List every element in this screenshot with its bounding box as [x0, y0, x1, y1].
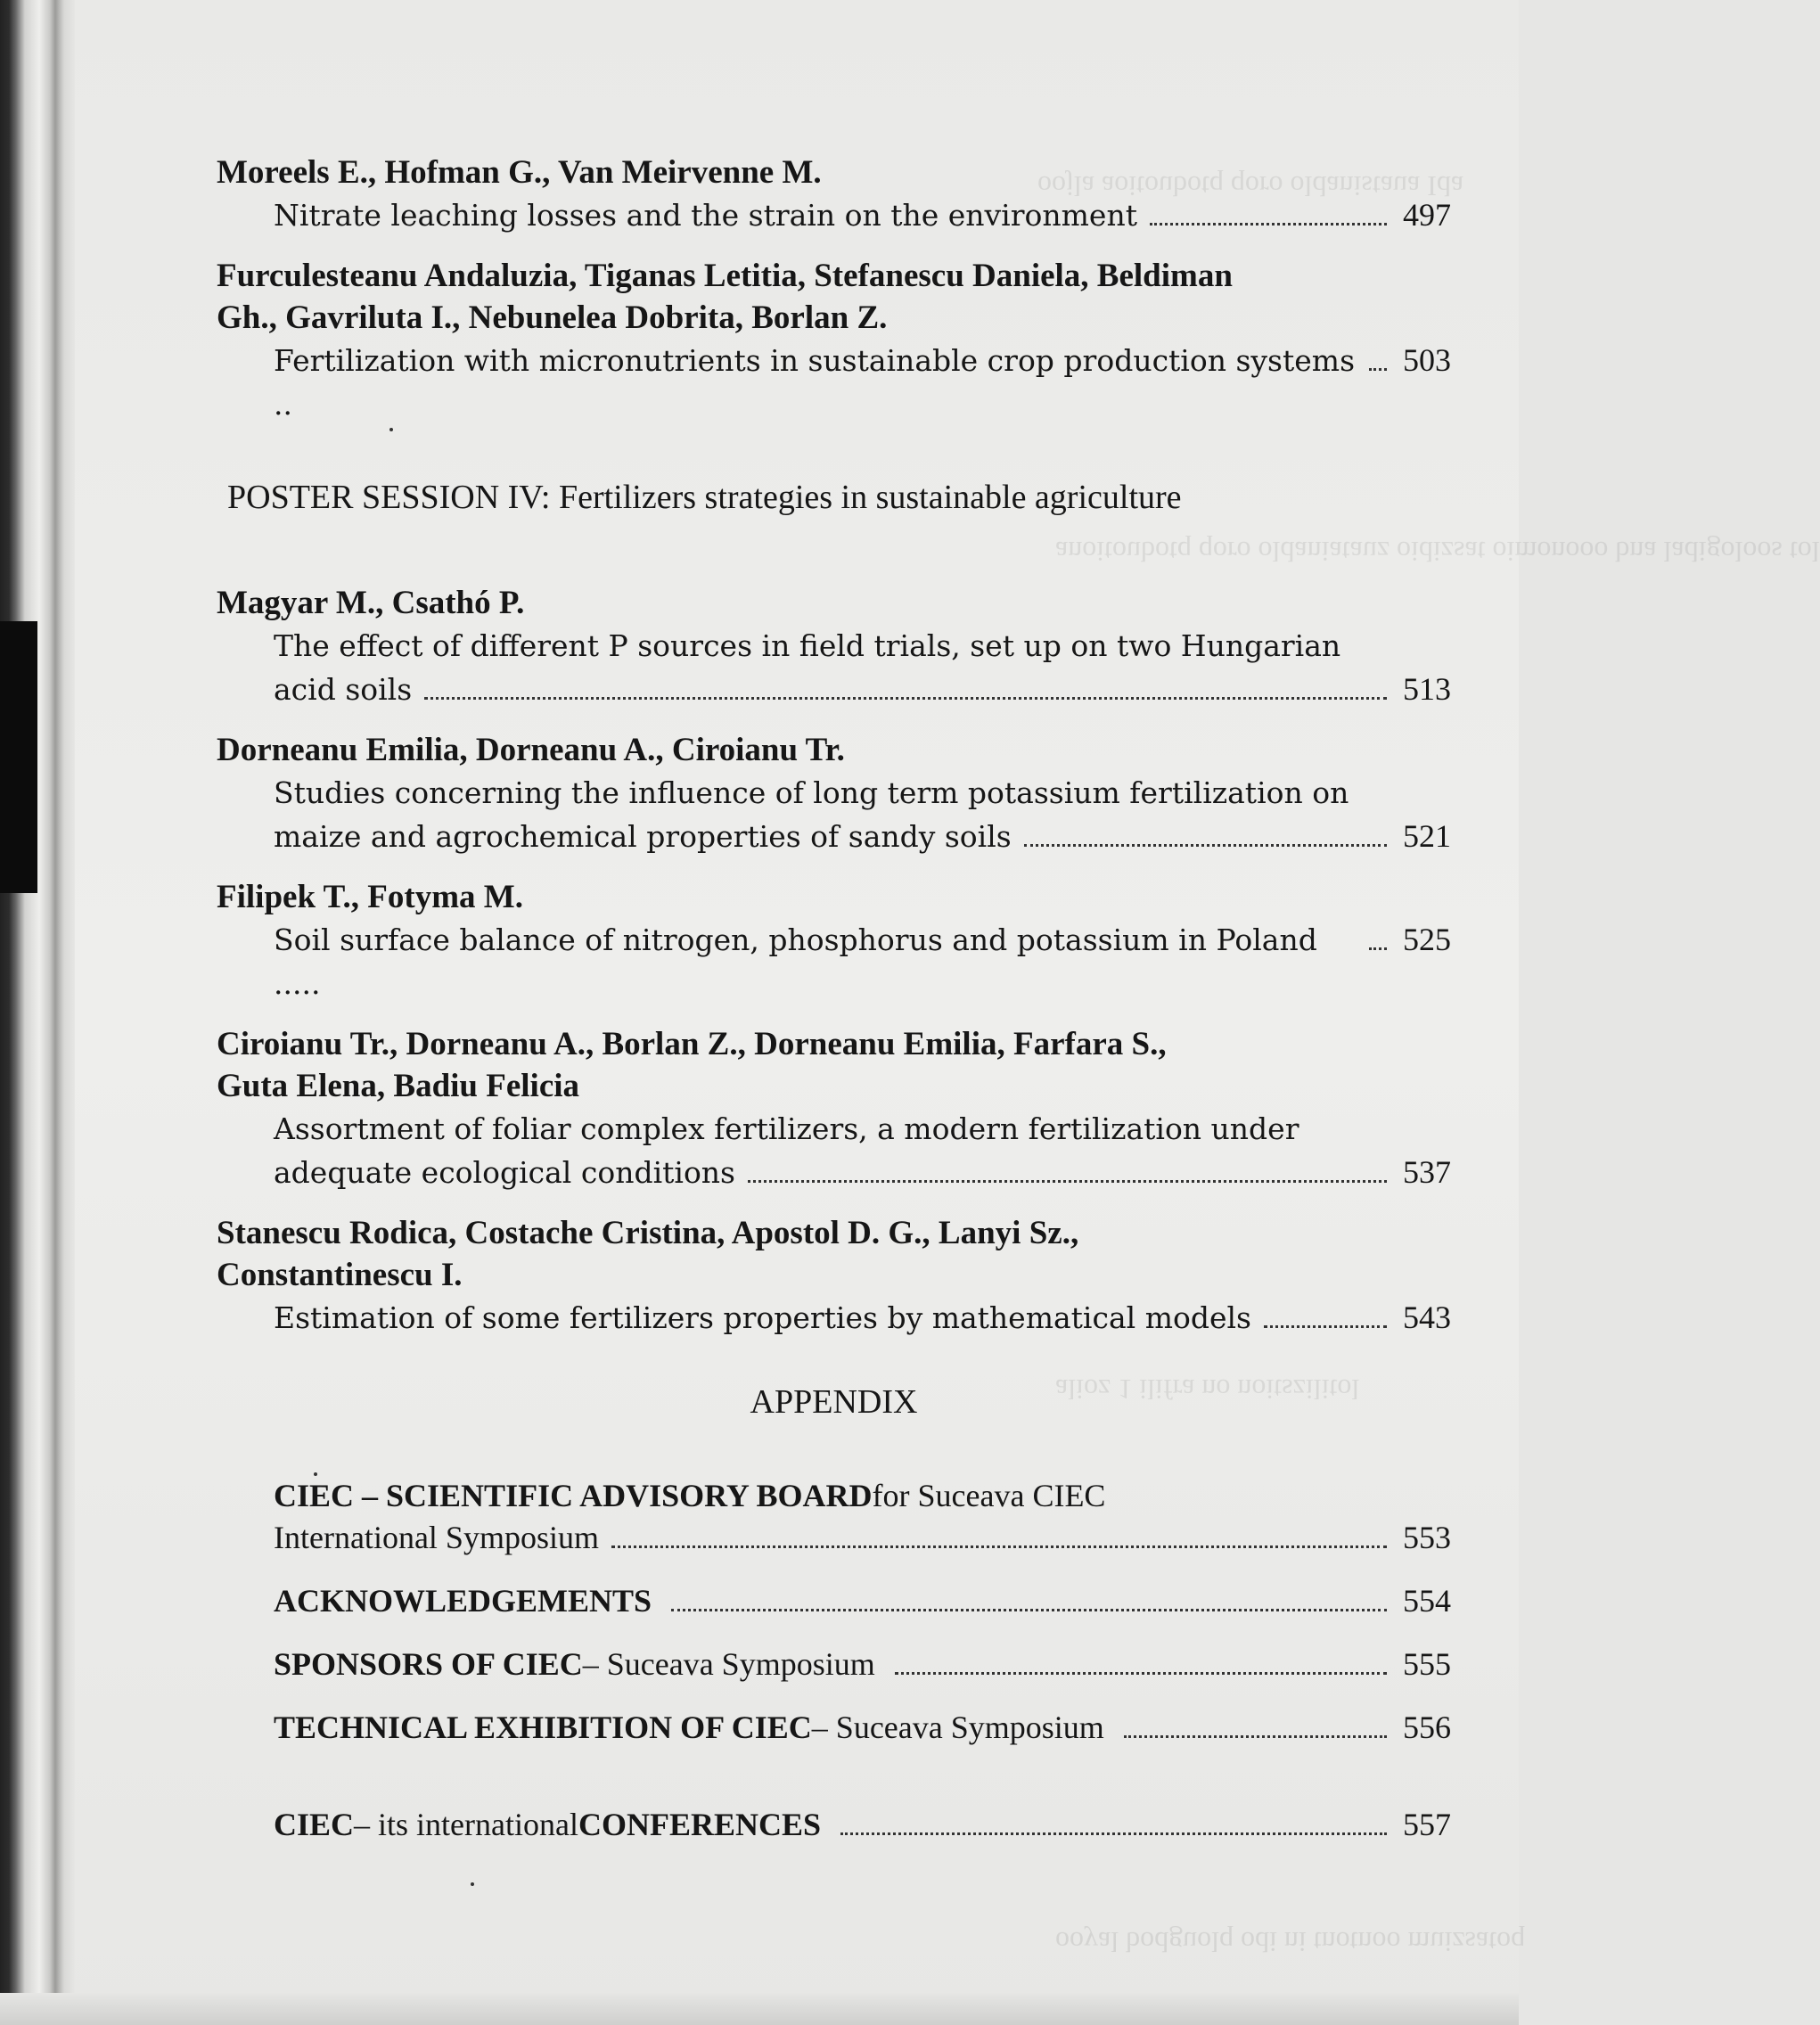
entry-title-line: [217, 339, 1451, 426]
entry-title: Studies concerning the influence of long term potassium fertilization on: [274, 775, 1349, 810]
dot-leader: [1124, 1735, 1387, 1738]
page-tab-marker: [0, 621, 37, 893]
appendix-item-normal: – Suceava Symposium: [582, 1646, 875, 1682]
dot-leader: [1264, 1325, 1387, 1328]
entry-authors: Constantinescu I.: [217, 1257, 463, 1293]
entry-authors: Furculesteanu Andaluzia, Tiganas Letitia, Stefanescu Daniela, Beldiman: [217, 258, 1233, 294]
appendix-item: [217, 1475, 1451, 1559]
section-heading: [227, 475, 1451, 520]
entry-title: Assortment of foliar complex fertilizers, a modern fertilization under: [274, 1111, 1299, 1146]
entry-authors: Magyar M., Csathó P.: [217, 585, 525, 621]
toc-entry: [217, 152, 1451, 237]
entry-title: Soil surface balance of nitrogen, phosphorus and potassium in Poland .....: [274, 922, 1317, 1001]
page-number: 521: [1403, 818, 1451, 854]
dot-leader: [424, 697, 1387, 700]
page-number: 554: [1403, 1583, 1451, 1619]
page-number: 557: [1403, 1807, 1451, 1842]
toc-entries-session: [217, 582, 1451, 1340]
book-page: oojla aoitoubotq qoro oldanistaua Ida anoitoubotq qoro oldaniatauz oidizsat oimonooo bna ladigoloos tol alioz 1 ilifra no noitszilitol ooyal bodguolq odi ni tnotnoo muizsatoq: [75, 0, 1519, 2025]
speck: [389, 428, 393, 431]
entry-title-line: [217, 918, 1451, 1005]
appendix-item-bold: CIEC – SCIENTIFIC ADVISORY BOARD: [274, 1478, 873, 1513]
appendix-list: [217, 1475, 1451, 1846]
page-number: 497: [1403, 197, 1451, 233]
page-number: 553: [1403, 1520, 1451, 1555]
appendix-item-bold: TECHNICAL EXHIBITION OF CIEC: [274, 1709, 812, 1745]
toc-entry: [217, 582, 1451, 711]
appendix-item-bold: ACKNOWLEDGEMENTS: [274, 1583, 652, 1619]
speck: [471, 1882, 474, 1886]
entry-authors: Stanescu Rodica, Costache Cristina, Apostol D. G., Lanyi Sz.,: [217, 1215, 1079, 1251]
dot-leader: [1150, 223, 1387, 225]
dot-leader: [840, 1832, 1387, 1835]
toc-entry: [217, 1023, 1451, 1194]
speck: [314, 1472, 317, 1476]
appendix-item-bold: CONFERENCES: [578, 1807, 822, 1842]
appendix-item-normal: for Suceava CIEC: [872, 1478, 1106, 1513]
page-number: 555: [1403, 1646, 1451, 1682]
appendix-heading: APPENDIX: [750, 1383, 918, 1421]
entry-title-line: [217, 1151, 1451, 1194]
page-number: 503: [1403, 342, 1451, 378]
dot-leader: [748, 1180, 1387, 1183]
toc-entry: [217, 1212, 1451, 1340]
appendix-item: [217, 1580, 1451, 1622]
toc-entry: [217, 255, 1451, 426]
page-bottom-edge: [0, 1993, 1519, 2025]
appendix-item-mid: – its international: [354, 1807, 578, 1842]
dot-leader: [1024, 844, 1387, 847]
entry-title-line: [217, 668, 1451, 711]
appendix-item: [217, 1644, 1451, 1685]
appendix-item-cont: International Symposium: [274, 1520, 599, 1555]
entry-title-line: [217, 815, 1451, 858]
appendix-item-pre: CIEC: [274, 1807, 355, 1842]
appendix-item: [217, 1804, 1451, 1846]
entry-title: Fertilization with micronutrients in sustainable crop production systems ..: [274, 343, 1356, 422]
dot-leader: [611, 1545, 1387, 1548]
page-number: 537: [1403, 1154, 1451, 1190]
session-label: POSTER SESSION IV:: [227, 479, 551, 516]
entry-authors: Gh., Gavriluta I., Nebunelea Dobrita, Borlan Z.: [217, 299, 888, 336]
dot-leader: [671, 1609, 1387, 1611]
entry-title-line: [217, 1296, 1451, 1340]
entry-authors: Moreels E., Hofman G., Van Meirvenne M.: [217, 154, 822, 191]
entry-title-line: [217, 193, 1451, 237]
entry-authors: Dorneanu Emilia, Dorneanu A., Ciroianu Tr.: [217, 732, 845, 768]
page-number: 525: [1403, 922, 1451, 957]
session-title: Fertilizers strategies in sustainable agriculture: [558, 479, 1182, 516]
toc-entries-top: [217, 152, 1451, 426]
page-number: 513: [1403, 671, 1451, 707]
appendix-item: [217, 1707, 1451, 1749]
dot-leader: [1369, 368, 1387, 371]
appendix-item-bold: SPONSORS OF CIEC: [274, 1646, 583, 1682]
table-of-contents: [217, 152, 1451, 1867]
entry-title: maize and agrochemical properties of sandy soils: [274, 819, 1012, 854]
entry-authors: Ciroianu Tr., Dorneanu A., Borlan Z., Dorneanu Emilia, Farfara S.,: [217, 1026, 1167, 1062]
entry-authors: Filipek T., Fotyma M.: [217, 879, 523, 915]
dot-leader: [1369, 947, 1387, 950]
toc-entry: [217, 876, 1451, 1005]
entry-title: Nitrate leaching losses and the strain on the environment: [274, 198, 1137, 233]
toc-entry: [217, 729, 1451, 858]
page-number: 556: [1403, 1709, 1451, 1745]
entry-authors: Guta Elena, Badiu Felicia: [217, 1068, 580, 1104]
page-number: 543: [1403, 1299, 1451, 1335]
dot-leader: [895, 1672, 1387, 1675]
entry-title: adequate ecological conditions: [274, 1155, 735, 1190]
book-binding: [0, 0, 75, 2025]
entry-title: Estimation of some fertilizers properties by mathematical models: [274, 1300, 1251, 1335]
entry-title: acid soils: [274, 672, 413, 707]
appendix-item-normal: – Suceava Symposium: [811, 1709, 1104, 1745]
entry-title: The effect of different P sources in field trials, set up on two Hungarian: [274, 628, 1341, 663]
